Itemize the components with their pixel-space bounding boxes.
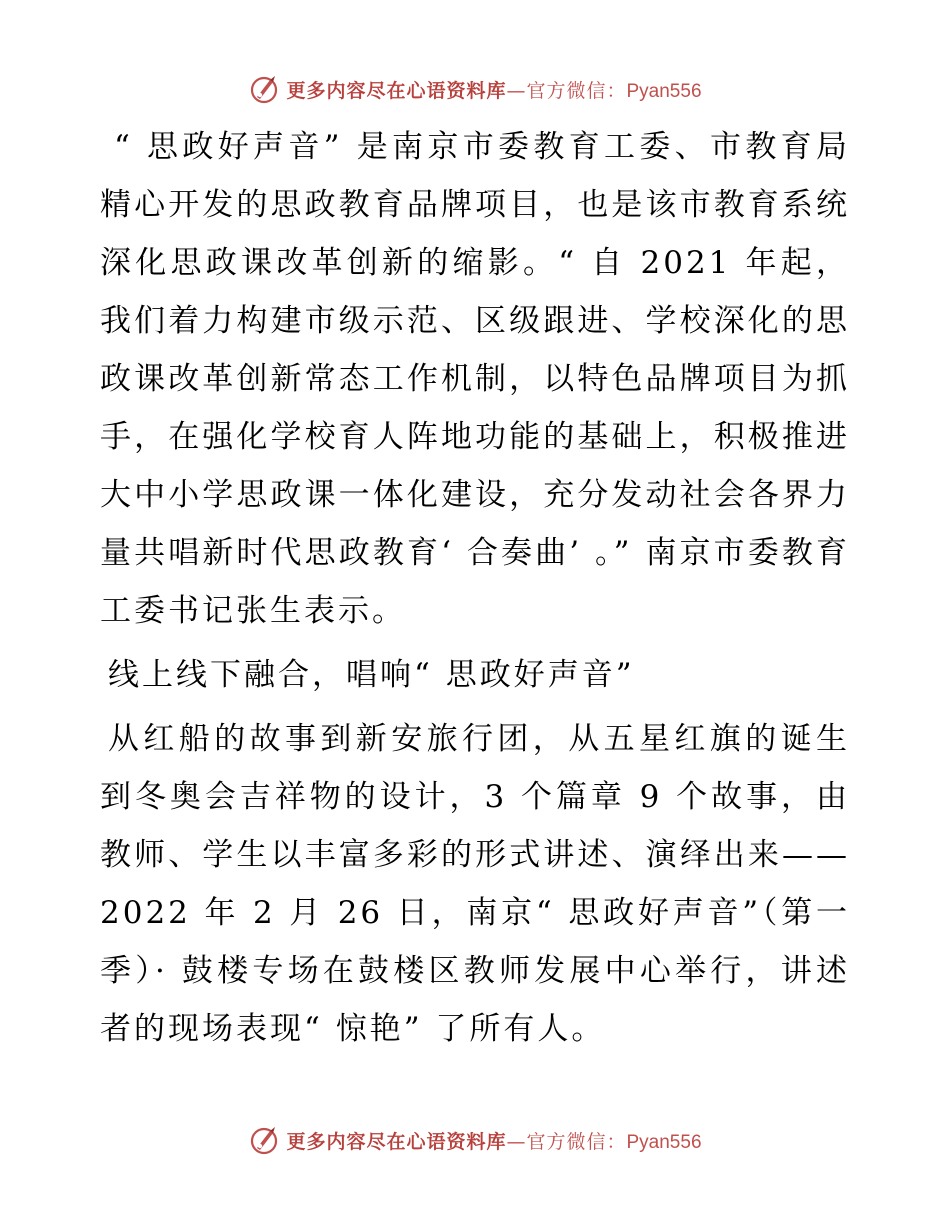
watermark-separator: —官方微信： bbox=[506, 79, 627, 102]
watermark-brand: 更多内容尽在心语资料库 bbox=[286, 1130, 507, 1153]
watermark-text bbox=[286, 76, 701, 103]
header-watermark bbox=[0, 72, 950, 106]
paragraph-2: 从红船的故事到新安旅行团，从五星红旗的诞生到冬奥会吉祥物的设计，3 个篇章 9 个故事，由教师、学生以丰富多彩的形式讲述、演绎出来——2022 年 2 月 26 日，南京“ 思政好声音”（第一季）· 鼓楼专场在鼓楼区教师发展中心举行，讲述者的现场表现“ 惊艳” 了所有人。 bbox=[100, 721, 850, 1047]
quill-pen-logo-icon bbox=[248, 73, 280, 105]
watermark-text bbox=[286, 1127, 701, 1154]
watermark-handle: Pyan556 bbox=[626, 80, 702, 102]
footer-watermark bbox=[0, 1123, 950, 1157]
watermark-separator: —官方微信： bbox=[506, 1130, 627, 1153]
quill-pen-logo-icon bbox=[248, 1124, 280, 1156]
paragraph-1: “ 思政好声音” 是南京市委教育工委、市教育局精心开发的思政教育品牌项目，也是该市教育系统深化思政课改革创新的缩影。“ 自 2021 年起，我们着力构建市级示范、区级跟进、学校深化的思政课改革创新常态工作机制，以特色品牌项目为抓手，在强化学校育人阵地功能的基础上，积极推进大中小学思政课一体化建设，充分发动社会各界力量共唱新时代思政教育‘ 合奏曲’ 。” 南京市委教育工委书记张生表示。 bbox=[100, 129, 850, 629]
document-body bbox=[100, 118, 850, 1058]
watermark-handle: Pyan556 bbox=[626, 1131, 702, 1153]
section-heading: 线上线下融合，唱响“ 思政好声音” bbox=[108, 657, 635, 693]
watermark-brand: 更多内容尽在心语资料库 bbox=[286, 79, 507, 102]
